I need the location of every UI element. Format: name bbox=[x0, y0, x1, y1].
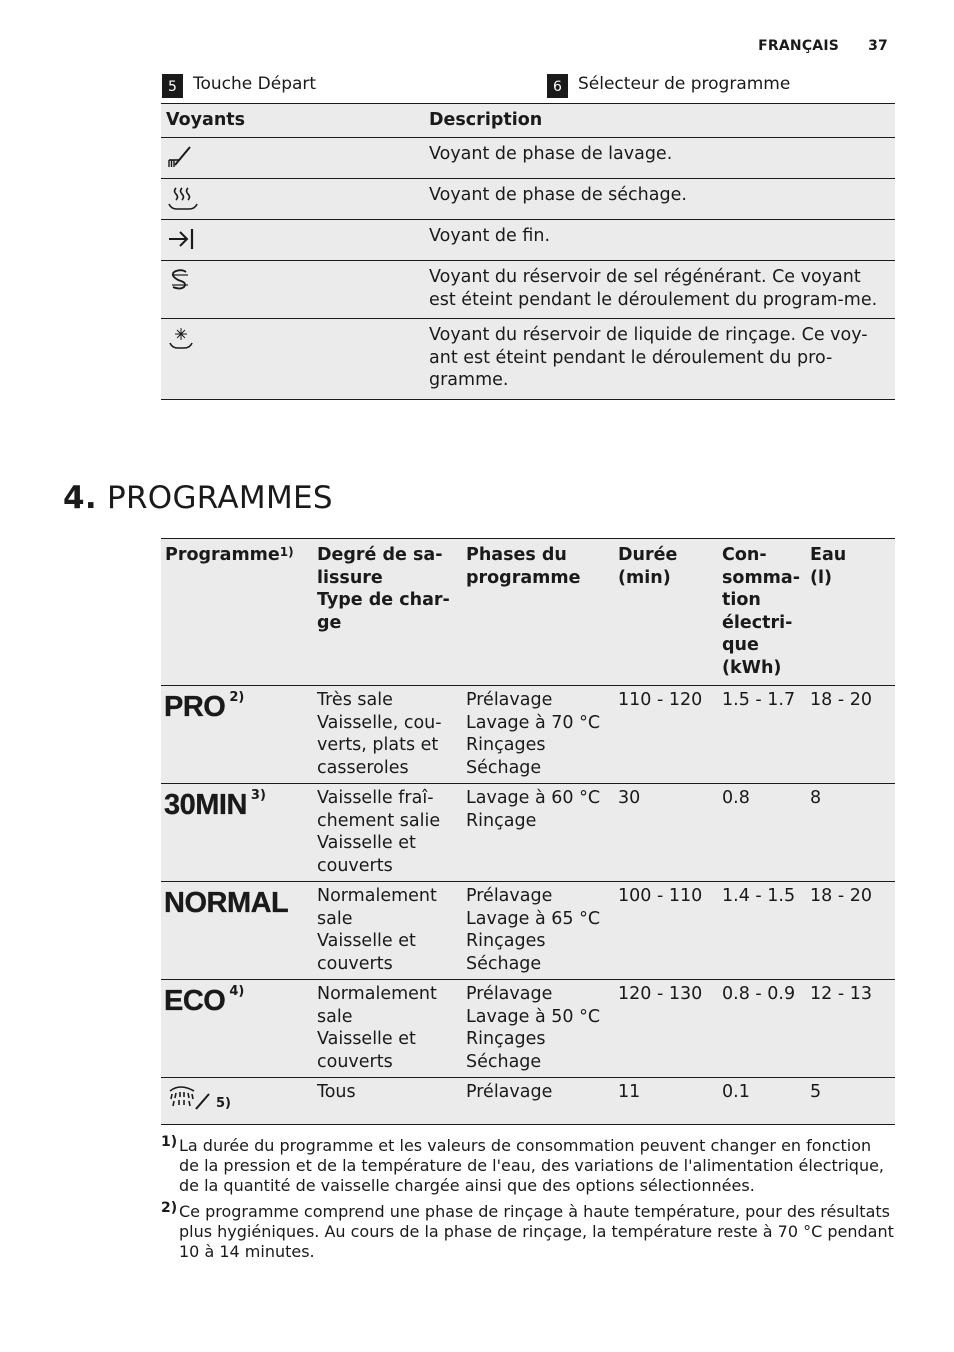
energy-cell: 0.1 bbox=[718, 1078, 806, 1125]
table-row bbox=[161, 220, 895, 261]
voyant-description: Voyant de phase de séchage. bbox=[425, 179, 895, 220]
programme-name: 30MIN bbox=[164, 789, 247, 821]
degree-cell: Vaisselle fraî- chement salie Vaisselle et couverts bbox=[313, 784, 462, 882]
table-header-row bbox=[161, 104, 895, 138]
section-number: 4. bbox=[63, 480, 97, 516]
header-water: Eau (l) bbox=[806, 539, 895, 686]
footnote-ref: 1) bbox=[279, 545, 294, 559]
footnote bbox=[161, 1136, 895, 1196]
page-number: 37 bbox=[868, 38, 888, 54]
programme-cell bbox=[161, 980, 313, 1078]
table-row bbox=[161, 138, 895, 179]
water-cell: 18 - 20 bbox=[806, 686, 895, 784]
page-header bbox=[758, 38, 888, 54]
table-row bbox=[161, 980, 895, 1078]
voyant-description: Voyant du réservoir de liquide de rinçage. Ce voy-ant est éteint pendant le déroulement du pro-gramme. bbox=[425, 319, 895, 400]
duration-cell: 100 - 110 bbox=[614, 882, 718, 980]
energy-cell: 0.8 - 0.9 bbox=[718, 980, 806, 1078]
table-row bbox=[161, 784, 895, 882]
legend-item-selector bbox=[547, 70, 790, 98]
degree-cell: Normalement sale Vaisselle et couverts bbox=[313, 980, 462, 1078]
header-duration: Durée (min) bbox=[614, 539, 718, 686]
footnote bbox=[161, 1202, 895, 1262]
phases-cell: Prélavage bbox=[462, 1078, 614, 1125]
voyant-description: Voyant de fin. bbox=[425, 220, 895, 261]
table-row bbox=[161, 261, 895, 319]
programme-cell bbox=[161, 1078, 313, 1125]
drying-phase-icon bbox=[166, 184, 417, 212]
table-row bbox=[161, 686, 895, 784]
duration-cell: 110 - 120 bbox=[614, 686, 718, 784]
header-programme: Programme$^{1)}$ bbox=[161, 539, 313, 686]
water-cell: 12 - 13 bbox=[806, 980, 895, 1078]
programmes-table bbox=[161, 538, 895, 1125]
programme-name: PRO bbox=[164, 691, 226, 723]
programme-cell bbox=[161, 882, 313, 980]
duration-cell: 11 bbox=[614, 1078, 718, 1125]
header-language: FRANÇAIS bbox=[758, 38, 840, 54]
phases-cell: Prélavage Lavage à 50 °C Rinçages Séchage bbox=[462, 980, 614, 1078]
wash-phase-icon bbox=[166, 143, 417, 171]
legend-label: Sélecteur de programme bbox=[578, 74, 791, 94]
phases-cell: Prélavage Lavage à 65 °C Rinçages Séchage bbox=[462, 882, 614, 980]
energy-cell: 1.5 - 1.7 bbox=[718, 686, 806, 784]
table-row bbox=[161, 179, 895, 220]
table-row bbox=[161, 882, 895, 980]
table-row bbox=[161, 1078, 895, 1125]
footnote-mark: 1) bbox=[161, 1134, 178, 1150]
rinse-aid-icon bbox=[166, 324, 417, 352]
phases-cell: Lavage à 60 °C Rinçage bbox=[462, 784, 614, 882]
footnote-ref: 2) bbox=[229, 690, 245, 705]
footnote-mark: 2) bbox=[161, 1200, 178, 1216]
legend-number-box: 6 bbox=[547, 74, 568, 98]
legend-item-start bbox=[162, 70, 316, 98]
duration-cell: 30 bbox=[614, 784, 718, 882]
energy-cell: 1.4 - 1.5 bbox=[718, 882, 806, 980]
header-degree: Degré de sa- lissure Type de char- ge bbox=[313, 539, 462, 686]
degree-cell: Très sale Vaisselle, cou- verts, plats et casseroles bbox=[313, 686, 462, 784]
voyants-table bbox=[161, 103, 895, 400]
phases-cell: Prélavage Lavage à 70 °C Rinçages Séchage bbox=[462, 686, 614, 784]
section-title bbox=[63, 480, 333, 516]
footnote-ref: 3) bbox=[250, 788, 266, 803]
duration-cell: 120 - 130 bbox=[614, 980, 718, 1078]
water-cell: 18 - 20 bbox=[806, 882, 895, 980]
header-consumption: Con- somma- tion électri- que (kWh) bbox=[718, 539, 806, 686]
degree-cell: Tous bbox=[313, 1078, 462, 1125]
controls-legend bbox=[162, 70, 895, 98]
section-heading: PROGRAMMES bbox=[106, 480, 333, 516]
degree-cell: Normalement sale Vaisselle et couverts bbox=[313, 882, 462, 980]
energy-cell: 0.8 bbox=[718, 784, 806, 882]
legend-label: Touche Départ bbox=[193, 74, 317, 94]
header-description: Description bbox=[425, 104, 895, 138]
voyant-description: Voyant de phase de lavage. bbox=[425, 138, 895, 179]
programme-name: ECO bbox=[164, 985, 226, 1017]
prewash-icon bbox=[164, 1081, 212, 1113]
header-phases: Phases du programme bbox=[462, 539, 614, 686]
end-arrow-icon bbox=[166, 225, 417, 253]
salt-icon bbox=[166, 266, 417, 294]
footnote-text: La durée du programme et les valeurs de consommation peuvent changer en fonction de la pression et de la température de l'eau, des variations de l'alimentation électrique, de la quantité de vaisselle chargée ainsi que des options sélectionnées. bbox=[179, 1136, 885, 1195]
programme-cell bbox=[161, 784, 313, 882]
voyant-description: Voyant du réservoir de sel régénérant. Ce voyant est éteint pendant le déroulement du program-me. bbox=[425, 261, 895, 319]
water-cell: 8 bbox=[806, 784, 895, 882]
programme-cell bbox=[161, 686, 313, 784]
water-cell: 5 bbox=[806, 1078, 895, 1125]
legend-number-box: 5 bbox=[162, 74, 183, 98]
footnote-text: Ce programme comprend une phase de rinçage à haute température, pour des résultats plus hygiéniques. Au cours de la phase de rinçage, la température reste à 70 °C pendant 10 à 14 minutes. bbox=[179, 1202, 894, 1261]
footnote-ref: 5) bbox=[216, 1095, 231, 1111]
footnotes bbox=[161, 1136, 895, 1268]
table-row bbox=[161, 319, 895, 400]
footnote-ref: 4) bbox=[229, 984, 245, 999]
programme-name: NORMAL bbox=[164, 887, 289, 919]
header-voyants: Voyants bbox=[161, 104, 425, 138]
table-header-row bbox=[161, 539, 895, 686]
